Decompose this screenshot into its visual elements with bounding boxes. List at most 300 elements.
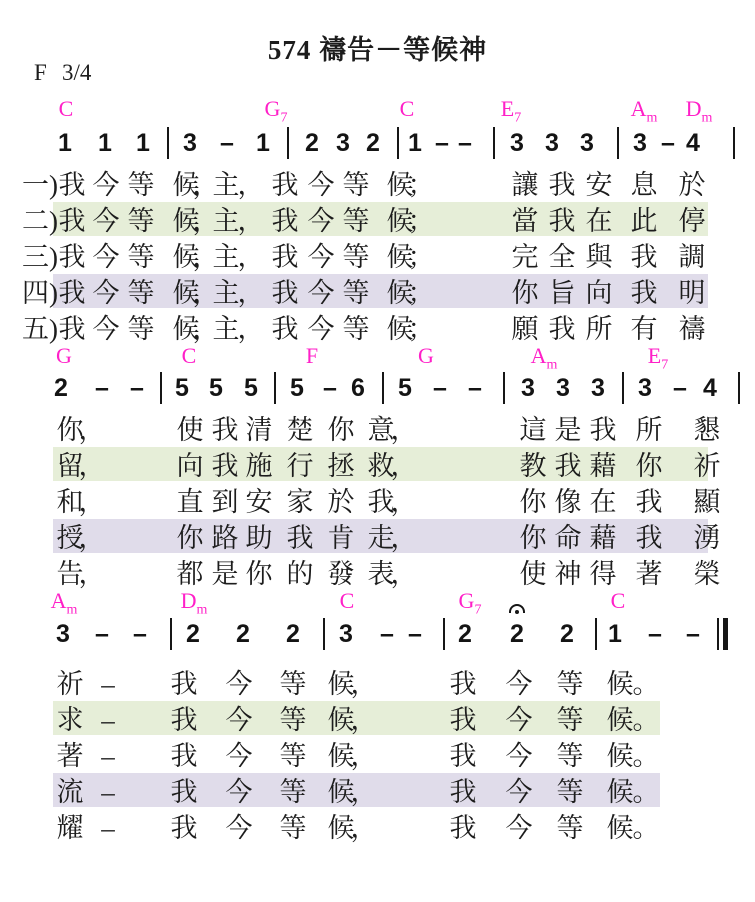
lyric-char: 今: [225, 813, 253, 843]
barline-icon: [274, 372, 276, 404]
lyric-char: 我: [548, 170, 576, 200]
lyric-char: ，: [390, 487, 418, 517]
lyric-char: 候: [172, 314, 200, 344]
lyric-char: 全: [548, 242, 576, 272]
lyric-char: ，: [78, 487, 106, 517]
lyric-char: 告: [56, 559, 84, 589]
lyric-char: 我: [271, 314, 299, 344]
lyric-char: 肯: [327, 523, 355, 553]
lyric-char: 你: [635, 451, 663, 481]
lyric-char: 懇: [693, 415, 721, 445]
notation-row: [0, 373, 755, 403]
barline-icon: [595, 618, 597, 650]
chord-label: [182, 343, 197, 369]
lyric-char: 此: [630, 206, 658, 236]
note-digit: 5: [209, 374, 223, 402]
duration-dash: –: [95, 374, 109, 402]
lyric-char: 讓: [511, 170, 539, 200]
chord-label: [611, 588, 626, 614]
chord-quality: 7: [280, 110, 288, 126]
lyric-char: ，: [78, 559, 106, 589]
duration-dash: –: [433, 374, 447, 402]
lyric-char: 等: [556, 741, 584, 771]
lyric-char: 我: [449, 813, 477, 843]
note-digit: 5: [244, 374, 258, 402]
lyric-char: 到: [211, 487, 239, 517]
chord-quality: m: [546, 357, 558, 373]
lyric-char: 候: [327, 813, 355, 843]
note-digit: 5: [175, 374, 189, 402]
duration-dash: –: [323, 374, 337, 402]
note-digit: 3: [556, 374, 570, 402]
duration-dash: –: [686, 620, 700, 648]
lyric-char: 所: [635, 415, 663, 445]
lyric-char: 今: [92, 170, 120, 200]
barline-icon: [323, 618, 325, 650]
lyric-char: 我: [449, 705, 477, 735]
lyric-char: 我: [271, 206, 299, 236]
note-digit: 2: [560, 620, 574, 648]
barline-icon: [397, 127, 399, 159]
barline-icon: [170, 618, 172, 650]
chord-root: C: [181, 343, 197, 368]
lyric-char: 等: [127, 242, 155, 272]
barline-icon: [160, 372, 162, 404]
lyric-char: 今: [307, 278, 335, 308]
chord-label: [531, 343, 558, 372]
lyric-char: 完: [511, 242, 539, 272]
lyric-char: 路: [211, 523, 239, 553]
chord-label: [648, 343, 668, 372]
lyric-char: 直: [176, 487, 204, 517]
lyric-char: 今: [225, 669, 253, 699]
lyric-char: 你: [519, 487, 547, 517]
lyric-char: ；: [407, 206, 435, 236]
lyric-char: 候: [386, 170, 414, 200]
chord-quality: m: [701, 110, 713, 126]
lyric-char: 明: [678, 278, 706, 308]
lyric-row: [0, 667, 755, 701]
lyric-char: 拯: [327, 451, 355, 481]
lyric-char: ；: [407, 278, 435, 308]
lyric-char: 使: [519, 559, 547, 589]
chord-root: E: [500, 96, 515, 121]
key-letter: F: [34, 60, 47, 85]
lyric-char: ，: [237, 242, 265, 272]
lyric-char: 於: [327, 487, 355, 517]
lyric-char: 。: [632, 741, 660, 771]
lyric-char: 禱: [678, 314, 706, 344]
chord-quality: m: [196, 602, 208, 618]
lyric-row: [0, 557, 755, 591]
chord-row: [0, 343, 755, 373]
lyric-char: 候: [606, 669, 634, 699]
lyric-char: 你: [327, 415, 355, 445]
lyric-char: 家: [286, 487, 314, 517]
note-digit: 1: [256, 129, 270, 157]
lyric-char: 你: [56, 415, 84, 445]
lyric-char: 向: [585, 278, 613, 308]
lyric-char: 今: [307, 314, 335, 344]
lyric-char: 等: [279, 777, 307, 807]
lyric-char: 於: [678, 170, 706, 200]
lyric-char: 表: [367, 559, 395, 589]
chord-root: F: [305, 343, 319, 368]
lyric-char: ，: [78, 415, 106, 445]
chord-label: [51, 588, 78, 617]
duration-dash: –: [380, 620, 394, 648]
lyric-char: 行: [286, 451, 314, 481]
chord-root: D: [685, 96, 702, 121]
note-digit: 3: [56, 620, 70, 648]
chord-label: [306, 343, 318, 369]
lyric-char: 等: [127, 206, 155, 236]
note-digit: 3: [591, 374, 605, 402]
lyric-char: 使: [176, 415, 204, 445]
notation-row: [0, 128, 755, 158]
lyric-row: [0, 204, 755, 238]
lyric-char: 我: [635, 487, 663, 517]
chord-root: G: [264, 96, 281, 121]
lyric-char: 藉: [589, 451, 617, 481]
lyric-char: 與: [585, 242, 613, 272]
chord-label: [181, 588, 208, 617]
lyric-char: 我: [635, 523, 663, 553]
lyric-char: 。: [632, 813, 660, 843]
lyric-char: ，: [192, 278, 220, 308]
lyric-char: 這: [519, 415, 547, 445]
lyric-char: 祈: [56, 669, 84, 699]
lyric-char: 今: [307, 242, 335, 272]
lyric-char: 候: [386, 314, 414, 344]
lyric-char: 我: [58, 314, 86, 344]
note-digit: 5: [290, 374, 304, 402]
lyric-char: 我: [170, 813, 198, 843]
duration-dash: –: [133, 620, 147, 648]
lyric-row: [0, 413, 755, 447]
lyric-extension-dash: –: [101, 669, 115, 699]
lyric-char: 等: [279, 669, 307, 699]
lyric-char: 授: [56, 523, 84, 553]
lyric-char: 候: [327, 777, 355, 807]
lyric-char: ，: [390, 523, 418, 553]
lyric-char: ，: [350, 669, 378, 699]
lyric-char: 顯: [693, 487, 721, 517]
lyric-char: 等: [342, 314, 370, 344]
lyric-char: 等: [127, 278, 155, 308]
lyric-char: 我: [211, 451, 239, 481]
lyric-char: 我: [58, 242, 86, 272]
lyric-char: 命: [554, 523, 582, 553]
lyric-char: 向: [176, 451, 204, 481]
lyric-char: 我: [449, 669, 477, 699]
note-digit: 3: [336, 129, 350, 157]
note-digit: 2: [366, 129, 380, 157]
chord-label: [418, 343, 434, 369]
lyric-char: 像: [554, 487, 582, 517]
chord-root: G: [56, 343, 72, 368]
lyric-char: 施: [245, 451, 273, 481]
lyric-char: 今: [225, 777, 253, 807]
note-digit: 4: [686, 129, 700, 157]
lyric-char: 意: [367, 415, 395, 445]
lyric-char: ，: [350, 705, 378, 735]
time-signature: 3/4: [62, 60, 92, 85]
lyric-char: 候: [386, 206, 414, 236]
lyric-char: ，: [78, 523, 106, 553]
lyric-char: ，: [78, 451, 106, 481]
lyric-char: 是: [554, 415, 582, 445]
lyric-char: 候: [606, 705, 634, 735]
lyric-char: 我: [630, 278, 658, 308]
lyric-char: 願: [511, 314, 539, 344]
note-digit: 1: [136, 129, 150, 157]
lyric-char: 楚: [286, 415, 314, 445]
barline-icon: [733, 127, 735, 159]
lyric-char: 等: [556, 669, 584, 699]
hymn-title: 574 禱告－等候神: [267, 35, 488, 65]
lyric-char: 湧: [693, 523, 721, 553]
lyric-char: 今: [225, 741, 253, 771]
chord-root: C: [610, 588, 626, 613]
chord-label: [265, 96, 288, 125]
lyric-char: 你: [511, 278, 539, 308]
lyric-char: 神: [554, 559, 582, 589]
note-digit: 2: [236, 620, 250, 648]
lyric-char: 走: [367, 523, 395, 553]
chord-quality: m: [66, 602, 78, 618]
lyric-char: 我: [58, 278, 86, 308]
lyric-char: ，: [390, 415, 418, 445]
lyric-char: ；: [407, 314, 435, 344]
chord-label: [340, 588, 355, 614]
lyric-char: 榮: [693, 559, 721, 589]
lyric-char: 我: [449, 777, 477, 807]
lyric-char: 候: [606, 813, 634, 843]
chord-label: [631, 96, 658, 125]
lyric-char: ，: [350, 777, 378, 807]
chord-root: G: [458, 588, 475, 613]
note-digit: 2: [54, 374, 68, 402]
lyric-char: 藉: [589, 523, 617, 553]
lyric-char: 我: [58, 170, 86, 200]
lyric-char: 你: [519, 523, 547, 553]
duration-dash: –: [435, 129, 449, 157]
lyric-row: [0, 739, 755, 773]
chord-root: A: [630, 96, 647, 121]
lyric-char: 今: [505, 669, 533, 699]
lyric-char: 。: [632, 669, 660, 699]
chord-label: [501, 96, 521, 125]
lyric-char: 我: [170, 741, 198, 771]
lyric-char: 發: [327, 559, 355, 589]
lyric-char: 今: [307, 206, 335, 236]
lyric-char: 候: [327, 741, 355, 771]
lyric-char: 今: [505, 777, 533, 807]
chord-label: [459, 588, 482, 617]
barline-icon: [443, 618, 445, 650]
lyric-char: 我: [554, 451, 582, 481]
lyric-char: 你: [176, 523, 204, 553]
lyric-char: 我: [548, 314, 576, 344]
lyric-char: 主: [212, 170, 240, 200]
lyric-extension-dash: –: [101, 813, 115, 843]
note-digit: 1: [98, 129, 112, 157]
note-digit: 6: [351, 374, 365, 402]
lyric-row: [0, 240, 755, 274]
lyric-char: 候: [606, 777, 634, 807]
lyric-char: 我: [58, 206, 86, 236]
lyric-char: 助: [245, 523, 273, 553]
note-digit: 2: [186, 620, 200, 648]
lyric-char: 等: [279, 705, 307, 735]
note-digit: 3: [545, 129, 559, 157]
lyric-char: 候: [172, 170, 200, 200]
verse-number-label: 五): [22, 314, 58, 344]
chord-quality: 7: [661, 357, 669, 373]
note-digit: 2: [510, 620, 524, 648]
lyric-char: 祈: [693, 451, 721, 481]
lyric-row: [0, 276, 755, 310]
duration-dash: –: [220, 129, 234, 157]
lyric-char: 所: [585, 314, 613, 344]
lyric-char: 著: [56, 741, 84, 771]
lyric-extension-dash: –: [101, 777, 115, 807]
lyric-char: 候: [327, 669, 355, 699]
lyric-char: 等: [556, 777, 584, 807]
fermata-icon: [515, 610, 519, 614]
lyric-char: 我: [170, 669, 198, 699]
lyric-char: 耀: [56, 813, 84, 843]
duration-dash: –: [673, 374, 687, 402]
note-digit: 3: [580, 129, 594, 157]
lyric-char: 候: [327, 705, 355, 735]
note-digit: 2: [458, 620, 472, 648]
lyric-row: [0, 312, 755, 346]
lyric-char: 主: [212, 242, 240, 272]
note-digit: 3: [510, 129, 524, 157]
barline-icon: [738, 372, 740, 404]
lyric-char: 我: [271, 278, 299, 308]
lyric-char: 。: [632, 777, 660, 807]
lyric-char: ，: [237, 278, 265, 308]
duration-dash: –: [130, 374, 144, 402]
chord-root: C: [58, 96, 74, 121]
lyric-char: 今: [307, 170, 335, 200]
lyric-char: 我: [286, 523, 314, 553]
lyric-char: 都: [176, 559, 204, 589]
lyric-char: ，: [192, 206, 220, 236]
chord-label: [59, 96, 74, 122]
barline-icon: [493, 127, 495, 159]
chord-label: [686, 96, 713, 125]
lyric-char: 求: [56, 705, 84, 735]
lyric-char: ，: [237, 170, 265, 200]
note-digit: 1: [608, 620, 622, 648]
note-digit: 2: [286, 620, 300, 648]
verse-number-label: 四): [22, 278, 58, 308]
lyric-char: 等: [127, 170, 155, 200]
barline-icon: [167, 127, 169, 159]
note-digit: 5: [398, 374, 412, 402]
lyric-char: 等: [342, 206, 370, 236]
chord-row: [0, 96, 755, 126]
lyric-char: 主: [212, 278, 240, 308]
note-digit: 3: [183, 129, 197, 157]
lyric-char: 等: [556, 813, 584, 843]
lyric-char: 。: [632, 705, 660, 735]
final-barline-icon: [717, 618, 728, 650]
chord-root: D: [180, 588, 197, 613]
chord-quality: 7: [474, 602, 482, 618]
lyric-char: 清: [245, 415, 273, 445]
note-digit: 3: [339, 620, 353, 648]
lyric-char: 主: [212, 206, 240, 236]
chord-root: G: [418, 343, 434, 368]
lyric-char: 我: [170, 705, 198, 735]
lyric-char: ，: [237, 314, 265, 344]
lyric-row: [0, 811, 755, 845]
lyric-char: 今: [92, 242, 120, 272]
lyric-char: 我: [271, 242, 299, 272]
lyric-char: ，: [192, 242, 220, 272]
lyric-char: 得: [589, 559, 617, 589]
lyric-char: 等: [127, 314, 155, 344]
lyric-char: 在: [585, 206, 613, 236]
duration-dash: –: [468, 374, 482, 402]
lyric-char: 我: [211, 415, 239, 445]
lyric-char: 候: [386, 242, 414, 272]
duration-dash: –: [408, 620, 422, 648]
note-digit: 2: [305, 129, 319, 157]
lyric-char: 候: [606, 741, 634, 771]
lyric-char: ，: [390, 451, 418, 481]
lyric-char: 今: [92, 278, 120, 308]
lyric-char: 的: [286, 559, 314, 589]
lyric-char: 今: [505, 741, 533, 771]
barline-icon: [287, 127, 289, 159]
lyric-extension-dash: –: [101, 705, 115, 735]
lyric-char: 等: [342, 170, 370, 200]
duration-dash: –: [661, 129, 675, 157]
chord-root: E: [647, 343, 662, 368]
lyric-char: 今: [505, 705, 533, 735]
lyric-row: [0, 775, 755, 809]
lyric-char: 等: [279, 741, 307, 771]
lyric-char: 我: [271, 170, 299, 200]
barline-icon: [617, 127, 619, 159]
lyric-char: 我: [367, 487, 395, 517]
lyric-char: 流: [56, 777, 84, 807]
lyric-row: [0, 449, 755, 483]
chord-root: C: [339, 588, 355, 613]
lyric-char: 我: [548, 206, 576, 236]
lyric-char: 我: [170, 777, 198, 807]
lyric-char: 在: [589, 487, 617, 517]
chord-root: A: [50, 588, 67, 613]
lyric-char: 調: [678, 242, 706, 272]
chord-label: [400, 96, 415, 122]
lyric-char: 有: [630, 314, 658, 344]
chord-label: [56, 343, 72, 369]
lyric-char: 候: [386, 278, 414, 308]
duration-dash: –: [648, 620, 662, 648]
note-digit: 1: [58, 129, 72, 157]
lyric-char: 我: [630, 242, 658, 272]
lyric-char: ，: [192, 170, 220, 200]
note-digit: 4: [703, 374, 717, 402]
lyric-char: 停: [678, 206, 706, 236]
